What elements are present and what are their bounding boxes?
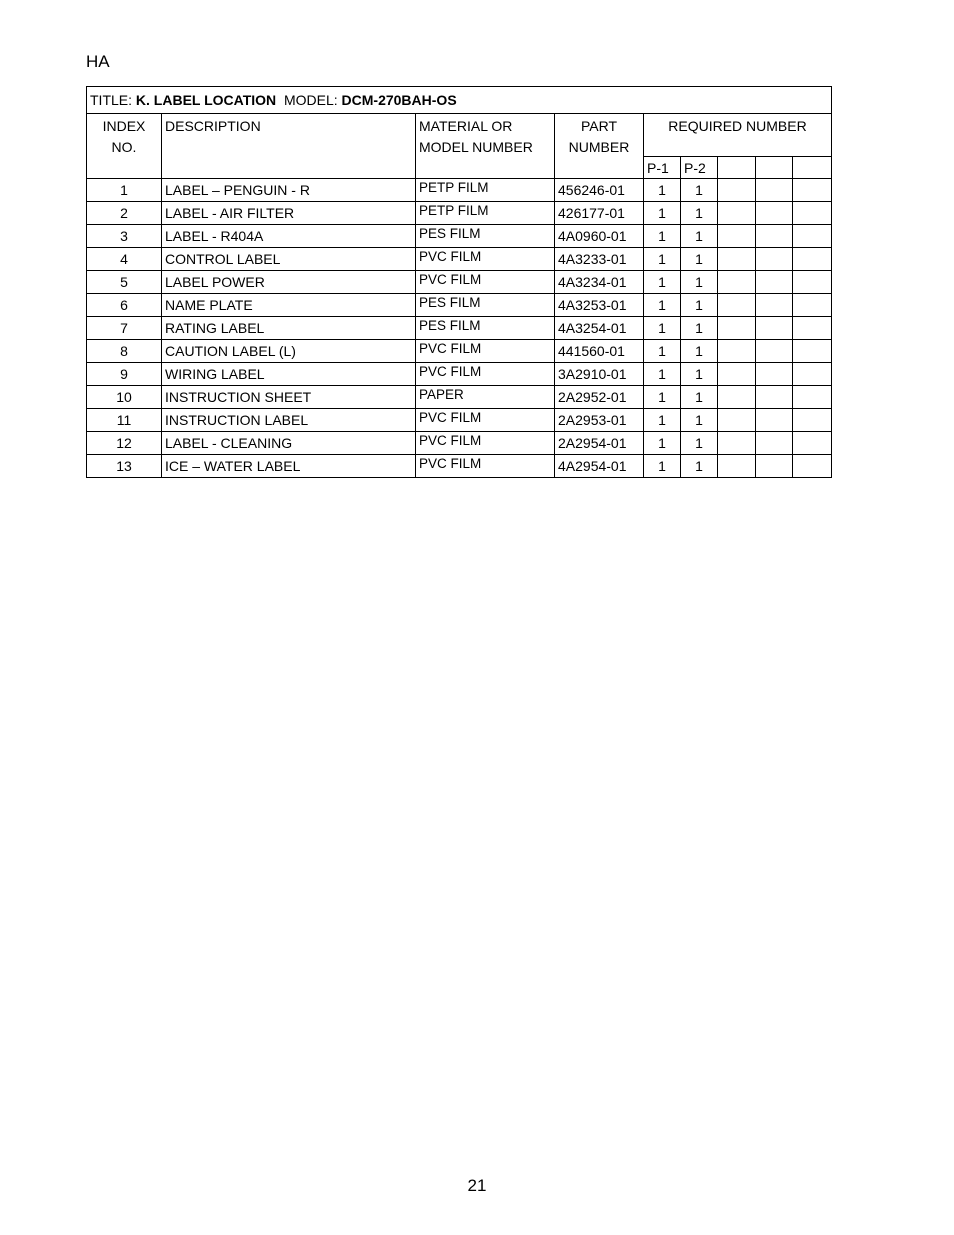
- description-cell: [162, 432, 416, 455]
- index-cell: [87, 432, 162, 455]
- part-number-cell: [555, 248, 644, 271]
- index-cell: [87, 294, 162, 317]
- index-cell-text: 7: [120, 320, 128, 336]
- blank-cell: [793, 317, 832, 340]
- index-cell: [87, 340, 162, 363]
- p2-cell: [681, 363, 718, 386]
- blank-cell: [718, 432, 756, 455]
- material-cell: [416, 409, 555, 432]
- p1-cell-text: 1: [658, 458, 666, 474]
- blank-cell: [756, 317, 793, 340]
- blank-cell: [756, 179, 793, 202]
- title-value: K. LABEL LOCATION: [135, 92, 277, 108]
- material-cell: [416, 202, 555, 225]
- p2-cell-text: 1: [695, 458, 703, 474]
- p1-cell: [644, 340, 681, 363]
- p2-cell: [681, 340, 718, 363]
- description-cell-text: LABEL - CLEANING: [165, 435, 293, 451]
- p1-cell-text: 1: [658, 182, 666, 198]
- blank-cell: [756, 225, 793, 248]
- p2-cell: [681, 225, 718, 248]
- material-cell-text: PES FILM: [419, 318, 481, 333]
- part-number-cell-text: 4A2954-01: [558, 458, 627, 474]
- part-number-cell: [555, 386, 644, 409]
- p2-cell: [681, 409, 718, 432]
- p2-cell: [681, 317, 718, 340]
- part-number-cell: [555, 432, 644, 455]
- material-cell-text: PVC FILM: [419, 433, 482, 448]
- description-cell: [162, 248, 416, 271]
- index-cell-text: 11: [116, 412, 132, 428]
- material-cell-text: PES FILM: [419, 226, 481, 241]
- blank-cell: [756, 409, 793, 432]
- blank-cell: [793, 340, 832, 363]
- table-row: [87, 225, 832, 248]
- blank-cell: [756, 432, 793, 455]
- required-number-label: REQUIRED NUMBER: [668, 118, 807, 134]
- blank-cell: [718, 386, 756, 409]
- part-number-cell-text: 4A3233-01: [558, 251, 627, 267]
- p1-cell: [644, 317, 681, 340]
- p1-cell-text: 1: [658, 274, 666, 290]
- title-row: [87, 87, 832, 114]
- p1-cell: [644, 455, 681, 478]
- title-label: TITLE:: [90, 92, 133, 108]
- part-number-cell: [555, 294, 644, 317]
- part-number-cell-text: 2A2953-01: [558, 412, 627, 428]
- description-cell: [162, 317, 416, 340]
- table-row: [87, 409, 832, 432]
- p1-cell: [644, 409, 681, 432]
- description-cell-text: LABEL - R404A: [165, 228, 264, 244]
- part-number-cell-text: 4A3254-01: [558, 320, 627, 336]
- index-cell: [87, 455, 162, 478]
- blank-header: [793, 157, 832, 179]
- model-label: MODEL:: [283, 92, 338, 108]
- description-cell: [162, 455, 416, 478]
- header-code: HA: [86, 52, 110, 71]
- blank-cell: [756, 248, 793, 271]
- p1-cell-text: 1: [658, 320, 666, 336]
- index-cell: [87, 363, 162, 386]
- index-header: [87, 114, 162, 179]
- table-row: [87, 455, 832, 478]
- index-cell-text: 9: [120, 366, 128, 382]
- required-number-header: [644, 114, 832, 157]
- p1-cell-text: 1: [658, 435, 666, 451]
- blank-cell: [793, 386, 832, 409]
- p2-cell: [681, 271, 718, 294]
- index-cell-text: 10: [116, 389, 132, 405]
- description-cell-text: CONTROL LABEL: [165, 251, 281, 267]
- index-header-line2: NO.: [111, 139, 137, 155]
- index-cell-text: 1: [120, 182, 128, 198]
- p2-header: P-2: [681, 157, 718, 179]
- part-header-line2: NUMBER: [568, 139, 630, 155]
- part-number-cell-text: 441560-01: [558, 343, 625, 359]
- blank-cell: [718, 409, 756, 432]
- material-cell: [416, 225, 555, 248]
- blank-cell: [718, 317, 756, 340]
- p1-cell: [644, 202, 681, 225]
- p1-cell-text: 1: [658, 205, 666, 221]
- material-cell-text: PAPER: [419, 387, 464, 402]
- p1-cell: [644, 432, 681, 455]
- p2-cell-text: 1: [695, 228, 703, 244]
- table-row: [87, 248, 832, 271]
- p2-cell-text: 1: [695, 297, 703, 313]
- p1-cell: [644, 225, 681, 248]
- part-number-cell: [555, 409, 644, 432]
- column-header-row: [87, 114, 832, 157]
- material-cell: [416, 248, 555, 271]
- blank-cell: [756, 271, 793, 294]
- blank-header: [718, 157, 756, 179]
- part-number-cell-text: 426177-01: [558, 205, 625, 221]
- material-cell: [416, 317, 555, 340]
- table-row: [87, 294, 832, 317]
- blank-cell: [756, 386, 793, 409]
- p2-cell: [681, 386, 718, 409]
- p2-cell: [681, 248, 718, 271]
- blank-cell: [793, 455, 832, 478]
- material-header-line2: MODEL NUMBER: [419, 139, 533, 155]
- material-cell: [416, 271, 555, 294]
- blank-cell: [756, 455, 793, 478]
- blank-cell: [756, 202, 793, 225]
- blank-cell: [718, 340, 756, 363]
- p2-cell-text: 1: [695, 343, 703, 359]
- index-cell-text: 12: [116, 435, 132, 451]
- blank-cell: [718, 271, 756, 294]
- material-header-line1: MATERIAL OR: [419, 118, 513, 134]
- p1-cell: [644, 271, 681, 294]
- p1-cell: [644, 294, 681, 317]
- part-number-cell: [555, 363, 644, 386]
- index-cell-text: 8: [120, 343, 128, 359]
- p2-cell-text: 1: [695, 274, 703, 290]
- p2-cell-text: 1: [695, 182, 703, 198]
- part-number-cell-text: 2A2954-01: [558, 435, 627, 451]
- title-cell: [87, 87, 832, 114]
- p1-cell: [644, 386, 681, 409]
- material-cell: [416, 294, 555, 317]
- index-cell: [87, 225, 162, 248]
- p1-header: P-1: [644, 157, 681, 179]
- table-row: [87, 432, 832, 455]
- index-cell-text: 3: [120, 228, 128, 244]
- description-cell-text: WIRING LABEL: [165, 366, 265, 382]
- part-number-cell: [555, 340, 644, 363]
- material-cell: [416, 386, 555, 409]
- material-cell: [416, 363, 555, 386]
- description-cell: [162, 409, 416, 432]
- blank-cell: [793, 248, 832, 271]
- p1-cell-text: 1: [658, 251, 666, 267]
- p2-cell: [681, 179, 718, 202]
- material-cell-text: PVC FILM: [419, 272, 482, 287]
- p1-cell: [644, 248, 681, 271]
- p2-cell: [681, 294, 718, 317]
- p2-cell-text: 1: [695, 320, 703, 336]
- blank-cell: [793, 363, 832, 386]
- description-cell-text: INSTRUCTION LABEL: [165, 412, 309, 428]
- p2-cell-text: 1: [695, 251, 703, 267]
- index-cell: [87, 386, 162, 409]
- description-cell: [162, 179, 416, 202]
- description-cell-text: INSTRUCTION SHEET: [165, 389, 312, 405]
- part-number-cell-text: 3A2910-01: [558, 366, 627, 382]
- description-cell: [162, 386, 416, 409]
- material-cell-text: PES FILM: [419, 295, 481, 310]
- blank-cell: [718, 363, 756, 386]
- p2-cell-text: 1: [695, 412, 703, 428]
- table-row: [87, 363, 832, 386]
- description-cell-text: LABEL POWER: [165, 274, 265, 290]
- description-cell-text: CAUTION LABEL (L): [165, 343, 296, 359]
- material-cell: [416, 179, 555, 202]
- p2-cell-text: 1: [695, 366, 703, 382]
- description-header: [162, 114, 416, 179]
- blank-cell: [718, 455, 756, 478]
- table-row: [87, 271, 832, 294]
- p2-cell-text: 1: [695, 205, 703, 221]
- p2-cell-text: 1: [695, 389, 703, 405]
- index-cell-text: 6: [120, 297, 128, 313]
- index-cell: [87, 202, 162, 225]
- index-cell-text: 13: [116, 458, 132, 474]
- page-number: 21: [467, 1176, 487, 1195]
- table-body: [87, 179, 832, 478]
- blank-cell: [793, 225, 832, 248]
- material-cell-text: PVC FILM: [419, 456, 482, 471]
- index-cell: [87, 248, 162, 271]
- p1-cell-text: 1: [658, 366, 666, 382]
- material-cell-text: PVC FILM: [419, 249, 482, 264]
- description-cell: [162, 271, 416, 294]
- p2-cell: [681, 202, 718, 225]
- material-cell: [416, 340, 555, 363]
- blank-cell: [718, 225, 756, 248]
- description-cell-text: LABEL – PENGUIN - R: [165, 182, 310, 198]
- p1-cell: [644, 363, 681, 386]
- index-cell: [87, 179, 162, 202]
- material-header: [416, 114, 555, 179]
- part-header-line1: PART: [580, 118, 618, 134]
- p1-cell-text: 1: [658, 412, 666, 428]
- p1-cell-text: 1: [658, 343, 666, 359]
- part-number-cell: [555, 455, 644, 478]
- p1-cell-text: 1: [658, 228, 666, 244]
- material-cell-text: PETP FILM: [419, 203, 489, 218]
- blank-header: [756, 157, 793, 179]
- table-row: [87, 202, 832, 225]
- blank-cell: [756, 340, 793, 363]
- blank-cell: [793, 271, 832, 294]
- p1-cell-text: 1: [658, 389, 666, 405]
- p2-cell: [681, 432, 718, 455]
- part-number-cell: [555, 179, 644, 202]
- blank-cell: [793, 179, 832, 202]
- material-cell-text: PVC FILM: [419, 364, 482, 379]
- part-number-cell: [555, 271, 644, 294]
- blank-cell: [756, 363, 793, 386]
- index-cell: [87, 271, 162, 294]
- part-number-cell-text: 456246-01: [558, 182, 625, 198]
- description-cell-text: RATING LABEL: [165, 320, 265, 336]
- index-cell-text: 2: [120, 205, 128, 221]
- p2-cell: [681, 455, 718, 478]
- p1-cell: [644, 179, 681, 202]
- description-cell-text: NAME PLATE: [165, 297, 253, 313]
- table-row: [87, 317, 832, 340]
- blank-cell: [718, 202, 756, 225]
- table-row: [87, 340, 832, 363]
- part-number-cell-text: 4A0960-01: [558, 228, 627, 244]
- part-number-cell-text: 4A3234-01: [558, 274, 627, 290]
- index-cell: [87, 317, 162, 340]
- p2-cell-text: 1: [695, 435, 703, 451]
- blank-cell: [718, 294, 756, 317]
- material-cell: [416, 432, 555, 455]
- part-number-header: [555, 114, 644, 179]
- description-cell-text: LABEL - AIR FILTER: [165, 205, 295, 221]
- label-location-table: [86, 86, 832, 478]
- material-cell-text: PETP FILM: [419, 180, 489, 195]
- description-header-label: DESCRIPTION: [165, 118, 261, 134]
- blank-cell: [793, 202, 832, 225]
- material-cell-text: PVC FILM: [419, 410, 482, 425]
- part-number-cell: [555, 317, 644, 340]
- part-number-cell: [555, 225, 644, 248]
- table-row: [87, 386, 832, 409]
- part-number-cell: [555, 202, 644, 225]
- part-number-cell-text: 4A3253-01: [558, 297, 627, 313]
- index-header-line1: INDEX: [102, 118, 146, 134]
- part-number-cell-text: 2A2952-01: [558, 389, 627, 405]
- description-cell: [162, 294, 416, 317]
- blank-cell: [793, 409, 832, 432]
- blank-cell: [756, 294, 793, 317]
- description-cell: [162, 202, 416, 225]
- description-cell: [162, 340, 416, 363]
- blank-cell: [793, 432, 832, 455]
- blank-cell: [793, 294, 832, 317]
- model-value: DCM-270BAH-OS: [341, 92, 457, 108]
- material-cell-text: PVC FILM: [419, 341, 482, 356]
- p1-cell-text: 1: [658, 297, 666, 313]
- index-cell: [87, 409, 162, 432]
- blank-cell: [718, 179, 756, 202]
- description-cell-text: ICE – WATER LABEL: [165, 458, 301, 474]
- description-cell: [162, 225, 416, 248]
- index-cell-text: 4: [120, 251, 128, 267]
- material-cell: [416, 455, 555, 478]
- index-cell-text: 5: [120, 274, 128, 290]
- blank-cell: [718, 248, 756, 271]
- description-cell: [162, 363, 416, 386]
- table-row: [87, 179, 832, 202]
